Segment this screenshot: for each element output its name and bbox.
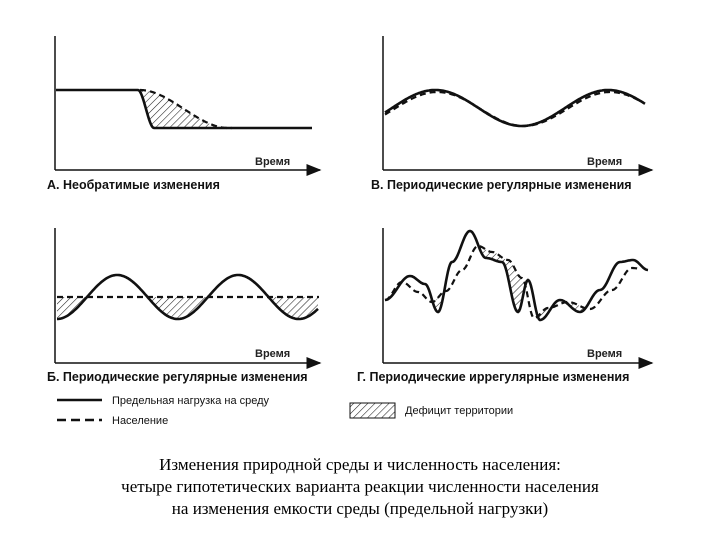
panel-v-title: В. Периодические регулярные изменения [371,178,632,192]
legend-population-label: Население [112,415,169,427]
legend [57,395,513,427]
panel-a-title: А. Необратимые изменения [47,178,220,192]
legend-deficit-label: Дефицит территории [405,405,514,417]
panel-b-title: Б. Периодические регулярные изменения [47,370,308,384]
panel-v-axis-label: Время [587,156,623,168]
panel-b-axis-label: Время [255,348,291,360]
caption-line-3: на изменения емкости среды (предельной нагрузки) [171,499,549,518]
panel-g-axis-label: Время [587,348,623,360]
caption-line-1: Изменения природной среды и численность населения: [159,455,561,474]
panel-a-axis-label: Время [255,156,291,168]
panel-a-deficit-area [140,90,222,128]
caption-line-2: четыре гипотетических варианта реакции численности населения [121,477,599,496]
panel-a [47,36,320,192]
legend-capacity-label: Предельная нагрузка на среду [112,395,270,407]
figure-caption [0,454,720,520]
panel-v-population-line [385,92,640,126]
panel-g-title: Г. Периодические иррегулярные изменения [357,370,630,384]
panel-v [371,36,652,192]
legend-deficit-swatch [350,403,395,418]
panel-v-capacity-line [385,90,645,126]
panel-b [47,228,320,384]
panel-g [357,228,652,384]
